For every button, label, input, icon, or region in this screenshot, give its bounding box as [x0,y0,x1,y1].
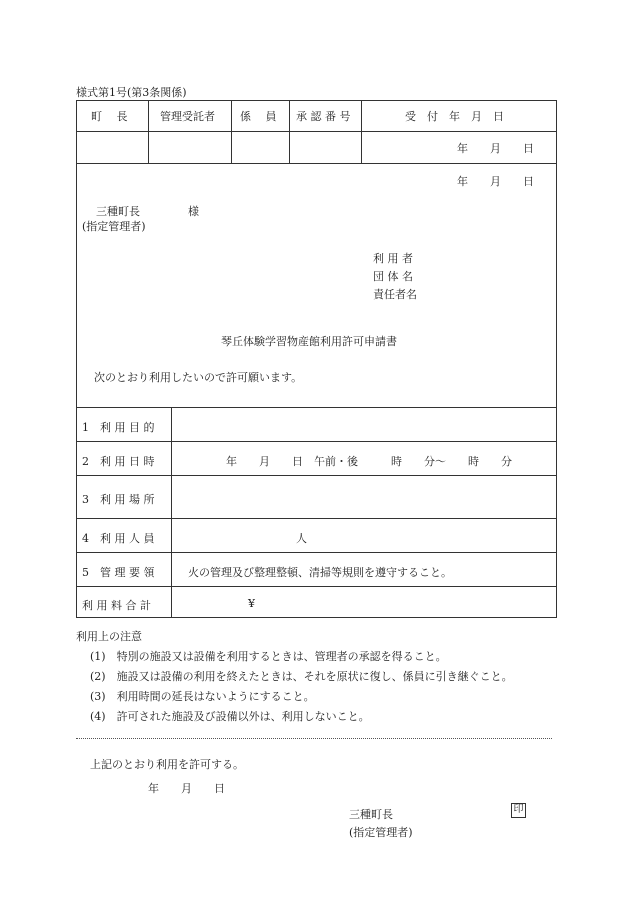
row-divider [76,518,557,519]
note-item: (4) 許可された施設及び設備以外は、利用しないこと。 [90,710,370,723]
people-label: 4 利 用 人 員 [82,532,155,545]
people-unit: 人 [296,532,307,545]
place-label: 3 利 用 場 所 [82,493,155,506]
header-approval-number: 承 認 番 号 [296,110,351,123]
fee-symbol: ¥ [248,597,255,610]
approval-col-line [289,100,290,164]
rules-text: 火の管理及び整理整頓、清掃等規則を遵守すること。 [188,566,452,579]
request-text: 次のとおり利用したいので許可願います。 [94,371,303,384]
addressee-alt: (指定管理者) [82,220,146,233]
datetime-label: 2 利 用 日 時 [82,455,155,468]
permit-authority: 三種町長 [349,808,393,821]
cut-line [76,738,552,739]
form-number-label: 様式第1号(第3条関係) [76,86,187,99]
rules-label: 5 管 理 要 領 [82,566,155,579]
label-column-line [171,407,172,618]
application-date-field[interactable]: 年 月 日 [457,175,534,188]
row-divider [76,407,557,408]
approval-col-line [361,100,362,164]
notes-heading: 利用上の注意 [76,630,142,643]
place-field[interactable] [176,480,554,514]
approval-col-line [148,100,149,164]
applicant-user-label: 利 用 者 [373,252,413,265]
applicant-group-label: 団 体 名 [373,270,413,283]
purpose-label: 1 利 用 目 的 [82,421,155,434]
receipt-date-field[interactable]: 年 月 日 [457,142,534,155]
header-staff: 係 員 [240,110,277,123]
approval-col-line [231,100,232,164]
applicant-rep-label: 責任者名 [373,288,417,301]
header-mayor: 町 長 [91,110,128,123]
row-divider [76,552,557,553]
addressee-honorific: 様 [188,205,199,218]
seal-stamp: 印 [511,803,526,818]
form-title: 琴丘体験学習物産館利用許可申請書 [221,335,397,348]
row-divider [76,441,557,442]
row-divider [76,586,557,587]
permit-text: 上記のとおり利用を許可する。 [90,758,244,771]
addressee-name: 三種町長 [96,205,140,218]
note-item: (3) 利用時間の延長はないようにすること。 [90,690,315,703]
fee-label: 利 用 料 合 計 [82,599,151,612]
row-divider [76,475,557,476]
note-item: (2) 施設又は設備の利用を終えたときは、それを原状に復し、係員に引き継ぐこと。 [90,670,513,683]
note-item: (1) 特別の施設又は設備を利用するときは、管理者の承認を得ること。 [90,650,447,663]
header-receipt-date: 受 付 年 月 日 [405,110,504,123]
purpose-field[interactable] [176,412,554,438]
datetime-field[interactable]: 年 月 日 午前・後 時 分～ 時 分 [226,455,512,468]
application-form-table [76,163,557,618]
permit-date: 年 月 日 [148,782,225,795]
permit-authority-alt: (指定管理者) [349,826,413,839]
header-trustee: 管理受託者 [160,110,215,123]
